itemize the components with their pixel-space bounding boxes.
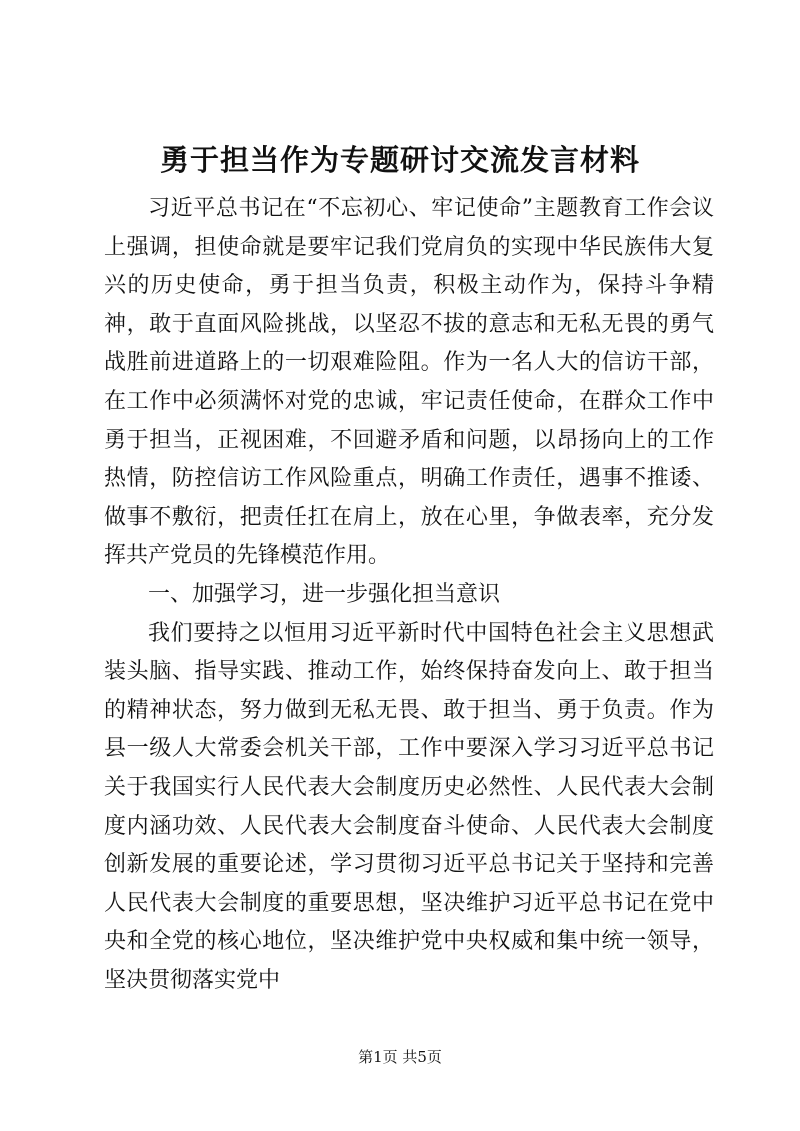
document-title: 勇于担当作为专题研讨交流发言材料 <box>159 143 640 177</box>
intro-paragraph: 习近平总书记在“不忘初心、牢记使命”主题教育工作会议上强调，担使命就是要牢记我们党肩负的实现中华民族伟大复兴的历史使命，勇于担当负责，积极主动作为，保持斗争精神，敢于直面风险挑战，以坚忍不拔的意志和无私无畏的勇气战胜前进道路上的一切艰难险阻。作为一名人大的信访干部，在工作中必须满怀对党的忠诚，牢记责任使命，在群众工作中勇于担当，正视困难，不回避矛盾和问题，以昂扬向上的工作热情，防控信访工作风险重点，明确工作责任，遇事不推诿、做事不敷衍，把责任扛在肩上，放在心里，争做表率，充分发挥共产党员的先锋模范作用。 <box>104 196 714 569</box>
section-paragraph: 我们要持之以恒用习近平新时代中国特色社会主义思想武装头脑、指导实践、推动工作，始终保持奋发向上、敢于担当的精神状态，努力做到无私无畏、敢于担当、勇于负责。作为县一级人大常委会机关干部，工作中要深入学习习近平总书记关于我国实行人民代表大会制度历史必然性、人民代表大会制度内涵功效、人民代表大会制度奋斗使命、人民代表大会制度创新发展的重要论述，学习贯彻习近平总书记关于坚持和完善人民代表大会制度的重要思想，坚决维护习近平总书记在党中央和全党的核心地位，坚决维护党中央权威和集中统一领导，坚决贯彻落实党中 <box>104 620 714 993</box>
section-heading: 一、加强学习，进一步强化担当意识 <box>148 581 501 607</box>
page-number-footer: 第1页 共5页 <box>358 1048 442 1066</box>
document-body <box>104 190 714 1000</box>
